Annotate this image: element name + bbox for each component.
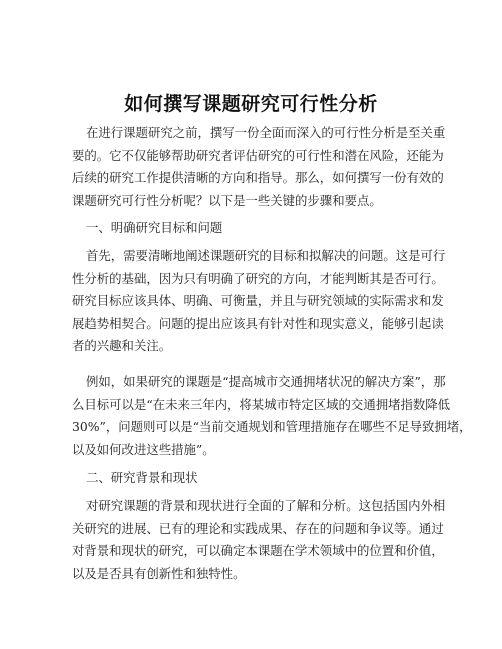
intro-paragraph — [72, 122, 446, 212]
text-line: 对背景和现状的研究，可以确定本课题在学术领域中的位置和价值， — [72, 543, 444, 558]
text-line: 以及是否具有创新性和独特性。 — [72, 565, 246, 581]
text-line: 后续的研究工作提供清晰的方向和指导。那么，如何撰写一份有效的 — [72, 170, 444, 185]
text-line: 么目标可以是“在未来三年内，将某城市特定区域的交通拥堵指数降低 — [72, 396, 451, 412]
text-line: 对研究课题的背景和现状进行全面的了解和分析。这包括国内外相 — [86, 498, 446, 513]
text-line: 30%”，问题则可以是“当前交通规划和管理措施存在哪些不足导致拥堵， — [72, 419, 472, 434]
text-line: 例如，如果研究的课题是“提高城市交通拥堵状况的解决方案”，那 — [86, 374, 446, 389]
text-line: 关研究的进展、已有的理论和实践成果、存在的问题和争议等。通过 — [72, 520, 444, 536]
text-line: 要的。它不仅能够帮助研究者评估研究的可行性和潜在风险，还能为 — [72, 147, 444, 163]
text-line: 首先，需要清晰地阐述课题研究的目标和拟解决的问题。这是可行 — [86, 248, 446, 263]
text-line: 展趋势相契合。问题的提出应该具有针对性和现实意义，能够引起读 — [72, 315, 444, 331]
text-line: 课题研究可行性分析呢？以下是一些关键的步骤和要点。 — [72, 192, 382, 208]
text-line: 研究目标应该具体、明确、可衡量，并且与研究领域的实际需求和发 — [72, 293, 444, 308]
text-line: 性分析的基础，因为只有明确了研究的方向，才能判断其是否可行。 — [72, 270, 444, 286]
text-line: 者的兴趣和关注。 — [72, 338, 172, 353]
text-line: 以及如何改进这些措施”。 — [72, 441, 215, 457]
text-line: 在进行课题研究之前，撰写一份全面而深入的可行性分析是至关重 — [86, 125, 446, 140]
section-heading-1: 一、明确研究目标和问题 — [86, 220, 223, 235]
section1-paragraph-1 — [72, 245, 446, 358]
section-heading-2: 二、研究背景和现状 — [86, 470, 198, 485]
section2-paragraph-1 — [72, 495, 446, 585]
document-title: 如何撰写课题研究可行性分析 — [124, 93, 378, 115]
section1-paragraph-2 — [72, 371, 472, 461]
